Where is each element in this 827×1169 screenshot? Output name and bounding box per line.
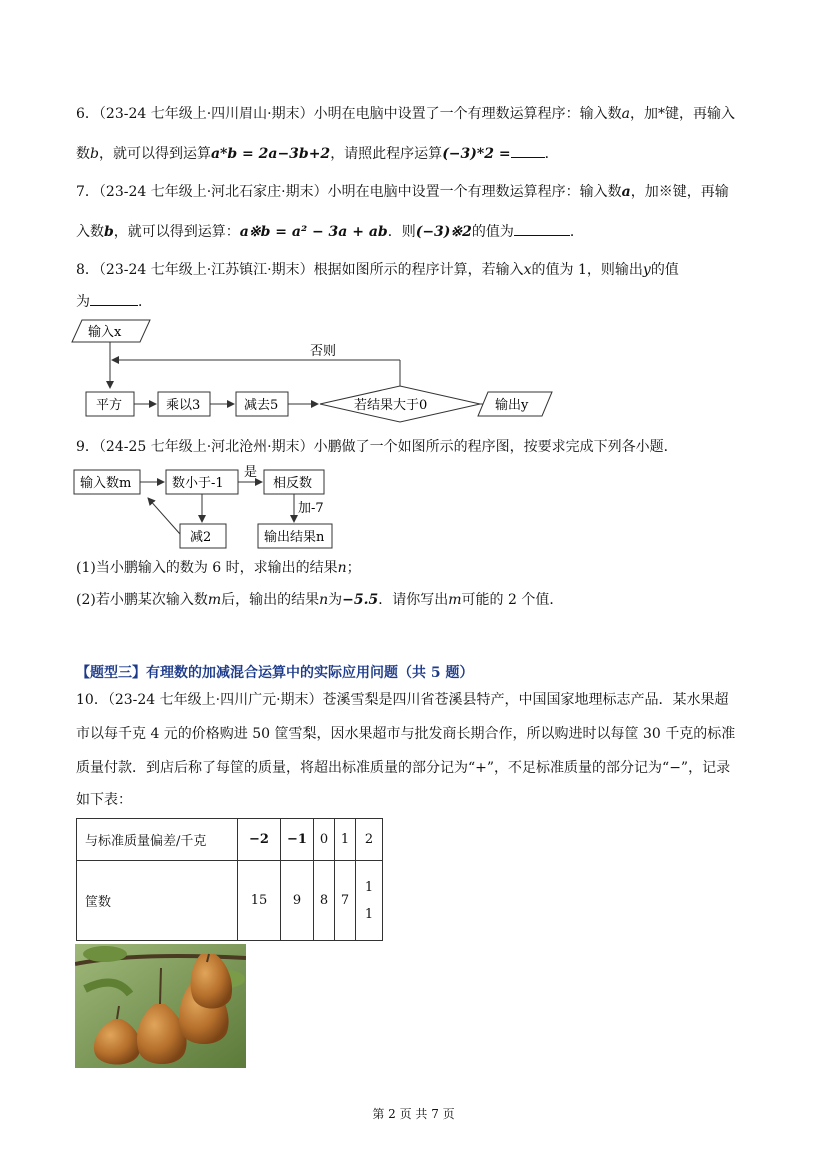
q9-flowchart [72,462,342,552]
table-row [77,819,383,861]
q10-line2: 市以每千克 4 元的价格购进 50 筐雪梨，因水果超市与批发商长期合作，所以购进时以每筐 30 千克的标准 [76,726,736,742]
table-cell-line: 1 [364,906,374,922]
q8-output-label: 输出y [495,398,529,413]
pear-image [75,944,246,1068]
q10-line1: 10．（23-24 七年级上·四川广元·期末）苍溪雪梨是四川省苍溪县特产，中国国家地理标志产品．某水果超 [76,692,729,708]
q6-line1: 6．（23-24 七年级上·四川眉山·期末）小明在电脑中设置了一个有理数运算程序：输入数a，加*键，再输入 [76,106,735,122]
q7-line2: 入数b，就可以得到运算：a※b = a² − 3a + ab．则(−3)※2的值为 ． [76,221,584,242]
table-cell: 9 [281,861,314,941]
q8-minus5-label: 减去5 [244,398,279,413]
table-cell: 2 [356,819,383,861]
q8-times3-label: 乘以3 [166,398,201,413]
q9-input-label: 输入数m [80,476,132,491]
q9-line1: 9．（24-25 七年级上·河北沧州·期末）小鹏做了一个如图所示的程序图，按要求完成下列各小题． [76,439,678,455]
q8-condition-label: 若结果大于0 [354,398,428,413]
q9-sub2: (2)若小鹏某次输入数m后，输出的结果n为−5.5．请你写出m可能的 2 个值． [76,592,564,608]
q8-input-label: 输入x [88,325,122,340]
table-cell: −1 [281,819,314,861]
table-cell: 8 [314,861,335,941]
q9-condition-label: 数小于-1 [172,476,224,491]
q10-line4: 如下表： [76,792,132,808]
answer-blank [90,291,138,306]
q8-flowchart [70,316,570,424]
q10-line3: 质量付款．到店后称了每筐的质量，将超出标准质量的部分记为“+”，不足标准质量的部分记为“−”，记录 [76,760,731,776]
answer-blank [511,143,545,158]
table-cell: 7 [335,861,356,941]
page-footer: 第 2 页 共 7 页 [372,1107,455,1121]
q8-no-label: 否则 [310,344,337,359]
q9-minus2-label: 减2 [190,530,212,545]
q8-square-label: 平方 [96,398,123,413]
q9-yes-label: 是 [244,465,258,480]
q8-line2: 为 ． [76,291,152,312]
q8-line1: 8．（23-24 七年级上·江苏镇江·期末）根据如图所示的程序计算，若输入x的值为 1，则输出y的值 [76,262,679,278]
q7-line1: 7．（23-24 七年级上·河北石家庄·期末）小明在电脑中设置一个有理数运算程序：输入数a，加※键，再输 [76,184,729,200]
q9-add-label: 加-7 [298,501,324,516]
q9-output-label: 输出结果n [264,530,325,545]
q9-sub1: (1)当小鹏输入的数为 6 时，求输出的结果n； [76,560,361,576]
table-cell: 0 [314,819,335,861]
table-cell: 15 [238,861,281,941]
table-cell [356,861,383,941]
deviation-table [76,818,383,941]
table-cell-line: 1 [364,879,374,895]
table-row [77,861,383,941]
table-header-cell: 筐数 [77,861,238,941]
q9-opposite-label: 相反数 [273,476,313,491]
answer-blank [514,221,570,236]
q6-line2: 数b，就可以得到运算a*b = 2a−3b+2，请照此程序运算(−3)*2 = ． [76,143,559,164]
table-cell: 1 [335,819,356,861]
table-cell: −2 [238,819,281,861]
table-header-cell: 与标准质量偏差/千克 [77,819,238,861]
section-heading: 【题型三】有理数的加减混合运算中的实际应用问题（共 5 题） [76,665,474,681]
